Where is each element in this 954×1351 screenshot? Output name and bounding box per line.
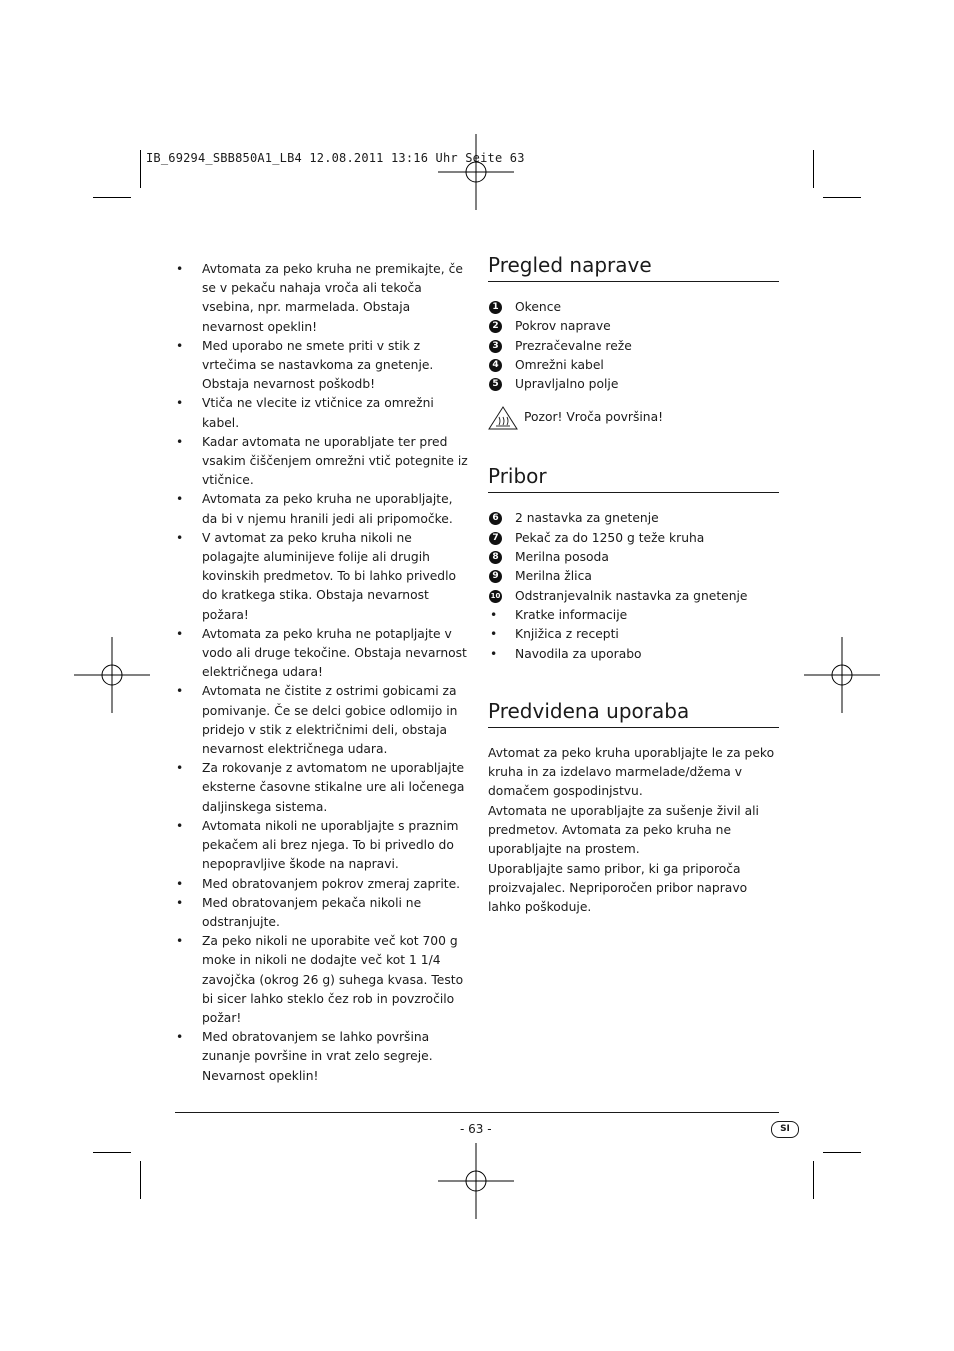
list-item: • Med obratovanjem pokrov zmeraj zaprite. xyxy=(176,876,461,891)
number-badge: 9 xyxy=(489,570,502,583)
number-badge: 10 xyxy=(489,590,502,603)
section-title-intended-use: Predvidena uporaba xyxy=(488,698,779,728)
crop-mark xyxy=(823,1152,861,1153)
crop-mark xyxy=(140,150,141,188)
page-number: - 63 - xyxy=(460,1122,492,1136)
language-badge: SI xyxy=(771,1121,799,1138)
list-item: • V avtomat za peko kruha nikoli ne polagajte aluminijeve folije ali drugih kovinskih predmetov. To bi lahko privedlo do kratkega stika. Obstaja nevarnost požara! xyxy=(176,530,457,622)
crop-mark xyxy=(140,1161,141,1199)
list-item: 10 Odstranjevalnik nastavka za gnetenje xyxy=(490,588,748,603)
list-item: • Kratke informacije xyxy=(490,607,628,622)
list-item: 2 Pokrov naprave xyxy=(488,317,779,336)
list-item: 3 Prezračevalne reže xyxy=(488,337,779,356)
list-item: • Navodila za uporabo xyxy=(490,646,642,661)
registration-mark-icon xyxy=(804,637,880,713)
list-item: • Avtomata za peko kruha ne potapljajte v vodo ali druge tekočine. Obstaja nevarnost električnega udara! xyxy=(176,626,467,680)
list-item: • Za peko nikoli ne uporabite več kot 700 g moke in nikoli ne dodajte več kot 1 1/4 zavojčka (okrog 26 g) suhega kvasa. Testo bi sicer lahko steklo čez rob in povzročilo požar! xyxy=(176,934,464,1025)
crop-mark xyxy=(93,197,131,198)
list-item: • Za rokovanje z avtomatom ne uporabljajte eksterne časovne stikalne ure ali ločenega daljinskega sistema. xyxy=(176,761,465,814)
footer-divider xyxy=(175,1112,779,1113)
list-item: 4 Omrežni kabel xyxy=(488,356,779,375)
crop-mark xyxy=(813,150,814,188)
list-item: 6 2 nastavka za gnetenje xyxy=(488,509,779,528)
crop-mark xyxy=(823,197,861,198)
list-item: 7 Pekač za do 1250 g teže kruha xyxy=(488,529,779,548)
paragraph: Avtomata ne uporabljajte za sušenje živil ali predmetov. Avtomata za peko kruha ne uporabljajte na prostem. xyxy=(488,803,759,857)
print-header: IB_69294_SBB850A1_LB4 12.08.2011 13:16 Uhr Seite 63 xyxy=(146,151,525,165)
right-column xyxy=(488,252,779,918)
registration-mark-icon xyxy=(438,134,514,210)
list-item: • Med obratovanjem se lahko površina zunanje površine in vrat zelo segreje. Nevarnost opeklin! xyxy=(176,1030,433,1083)
list-item: 5 Upravljalno polje xyxy=(488,375,779,394)
safety-list xyxy=(175,260,470,1086)
safety-instructions xyxy=(175,260,470,1086)
list-item: • Med uporabo ne smete priti v stik z vrtečima se nastavkoma za gnetenje. Obstaja nevarnost poškodb! xyxy=(176,338,434,392)
number-badge: 1 xyxy=(489,301,502,314)
paragraph: Avtomat za peko kruha uporabljajte le za peko kruha in za izdelavo marmelade/džema v domačem gospodinjstvu. xyxy=(488,745,775,799)
list-item: 1 Okence xyxy=(488,298,779,317)
number-badge: 5 xyxy=(489,378,502,391)
crop-mark xyxy=(93,1152,131,1153)
list-item: • Avtomata nikoli ne uporabljajte s praznim pekačem ali brez njega. To bi privedlo do nepopravljive škode na napravi. xyxy=(176,818,459,872)
list-item: • Avtomata ne čistite z ostrimi gobicami za pomivanje. Če se delci gobice odlomijo in pridejo v stik z električnimi deli, obstaja nevarnost električnega udara. xyxy=(176,684,458,757)
list-item: • Avtomata za peko kruha ne premikajte, če se v pekaču nahaja vroča ali tekoča vsebina, npr. marmelada. Obstaja nevarnost opeklin! xyxy=(176,262,463,334)
number-badge: 8 xyxy=(489,551,502,564)
overview-list xyxy=(488,298,779,394)
list-item: 9 Merilna žlica xyxy=(488,567,779,586)
list-item: • Kadar avtomata ne uporabljate ter pred vsakim čiščenjem omrežni vtič potegnite iz vtičnice. xyxy=(176,434,468,488)
accessories-list xyxy=(488,509,779,663)
number-badge: 2 xyxy=(489,320,502,333)
list-item: • Knjižica z recepti xyxy=(490,627,619,642)
number-badge: 3 xyxy=(489,340,502,353)
registration-mark-icon xyxy=(438,1143,514,1219)
registration-mark-icon xyxy=(74,637,150,713)
hot-surface-warning-icon xyxy=(488,406,518,430)
number-badge: 6 xyxy=(489,512,502,525)
list-item: • Vtiča ne vlecite iz vtičnice za omrežni kabel. xyxy=(176,396,434,430)
crop-mark xyxy=(813,1161,814,1199)
intended-use-text xyxy=(488,744,779,918)
paragraph: Uporabljajte samo pribor, ki ga priporoča proizvajalec. Nepriporočen pribor napravo lahko poškoduje. xyxy=(488,861,748,915)
warning-text: Pozor! Vroča površina! xyxy=(524,410,664,425)
list-item: • Avtomata za peko kruha ne uporabljajte, da bi v njemu hranili jedi ali pripomočke. xyxy=(176,492,453,526)
hot-surface-warning xyxy=(488,408,779,430)
number-badge: 4 xyxy=(489,359,502,372)
section-title-overview: Pregled naprave xyxy=(488,252,779,282)
list-item: • Med obratovanjem pekača nikoli ne odstranjujte. xyxy=(176,895,422,929)
number-badge: 7 xyxy=(489,532,502,545)
list-item: 8 Merilna posoda xyxy=(488,548,779,567)
section-title-accessories: Pribor xyxy=(488,463,779,493)
